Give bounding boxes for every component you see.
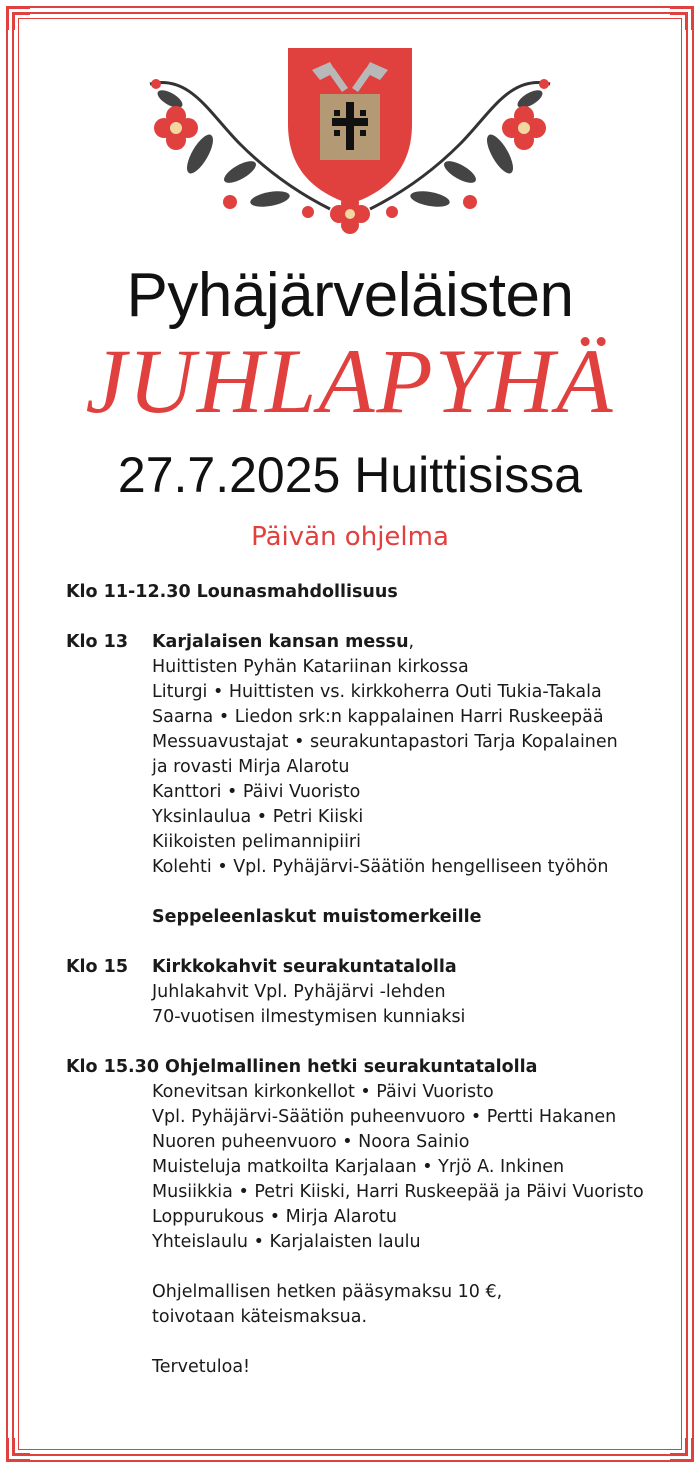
heading-punct: , xyxy=(408,632,415,652)
item-detail: Kiikoisten pelimannipiiri xyxy=(152,832,361,852)
entry-fee-note: toivotaan käteismaksua. xyxy=(152,1307,368,1327)
corner-ornament-icon xyxy=(668,1436,694,1462)
item-detail: Loppurukous • Mirja Alarotu xyxy=(152,1207,397,1227)
entry-fee: Ohjelmallisen hetken pääsymaksu 10 €, xyxy=(152,1282,503,1302)
item-detail: Huittisten Pyhän Katariinan kirkossa xyxy=(152,657,469,677)
item-detail: Konevitsan kirkonkellot • Päivi Vuoristo xyxy=(152,1082,494,1102)
item-detail: ja rovasti Mirja Alarotu xyxy=(152,757,350,777)
title-line-2: JUHLAPYHÄ xyxy=(85,330,615,432)
program-item-mass xyxy=(66,630,666,655)
item-detail: Nuoren puheenvuoro • Noora Sainio xyxy=(152,1132,470,1152)
program-list xyxy=(66,580,666,1380)
program-item-lunch xyxy=(66,580,666,605)
date-place: 27.7.2025 Huittisissa xyxy=(117,447,583,503)
corner-ornament-icon xyxy=(6,1436,32,1462)
item-detail: Kolehti • Vpl. Pyhäjärvi-Säätiön hengelliseen työhön xyxy=(152,857,609,877)
program-item-session xyxy=(66,1055,666,1080)
program-subtitle: Päivän ohjelma xyxy=(251,522,449,552)
item-detail: Messuavustajat • seurakuntapastori Tarja Kopalainen xyxy=(152,732,618,752)
item-detail: Yksinlaulua • Petri Kiiski xyxy=(152,807,364,827)
wreath-laying: Seppeleenlaskut muistomerkeille xyxy=(152,907,482,927)
item-heading: Ohjelmallinen hetki seurakuntatalolla xyxy=(165,1057,538,1077)
coat-of-arms-emblem xyxy=(130,44,570,234)
item-detail: Saarna • Liedon srk:n kappalainen Harri Ruskeepää xyxy=(152,707,604,727)
item-heading: Kirkkokahvit seurakuntatalolla xyxy=(152,957,457,977)
corner-ornament-icon xyxy=(6,6,32,32)
item-detail: Juhlakahvit Vpl. Pyhäjärvi -lehden xyxy=(152,982,446,1002)
item-heading: Lounasmahdollisuus xyxy=(196,582,398,602)
floral-garland-icon xyxy=(130,44,570,234)
item-detail: Muisteluja matkoilta Karjalaan • Yrjö A. Inkinen xyxy=(152,1157,565,1177)
corner-ornament-icon xyxy=(668,6,694,32)
item-detail: Kanttori • Päivi Vuoristo xyxy=(152,782,361,802)
program-item-coffee xyxy=(66,955,666,980)
item-detail: Musiikkia • Petri Kiiski, Harri Ruskeepää ja Päivi Vuoristo xyxy=(152,1182,644,1202)
time-label: Klo 11-12.30 xyxy=(66,582,191,602)
item-heading: Karjalaisen kansan messu xyxy=(152,632,409,652)
item-detail: Yhteislaulu • Karjalaisten laulu xyxy=(152,1232,421,1252)
welcome-text: Tervetuloa! xyxy=(152,1357,251,1377)
item-detail: Vpl. Pyhäjärvi-Säätiön puheenvuoro • Pertti Hakanen xyxy=(152,1107,617,1127)
time-label: Klo 15.30 xyxy=(66,1057,160,1077)
time-label: Klo 15 xyxy=(66,957,129,977)
item-detail: 70-vuotisen ilmestymisen kunniaksi xyxy=(152,1007,466,1027)
time-label: Klo 13 xyxy=(66,632,129,652)
title-line-1: Pyhäjärveläisten xyxy=(126,261,574,330)
item-detail: Liturgi • Huittisten vs. kirkkoherra Outi Tukia-Takala xyxy=(152,682,602,702)
